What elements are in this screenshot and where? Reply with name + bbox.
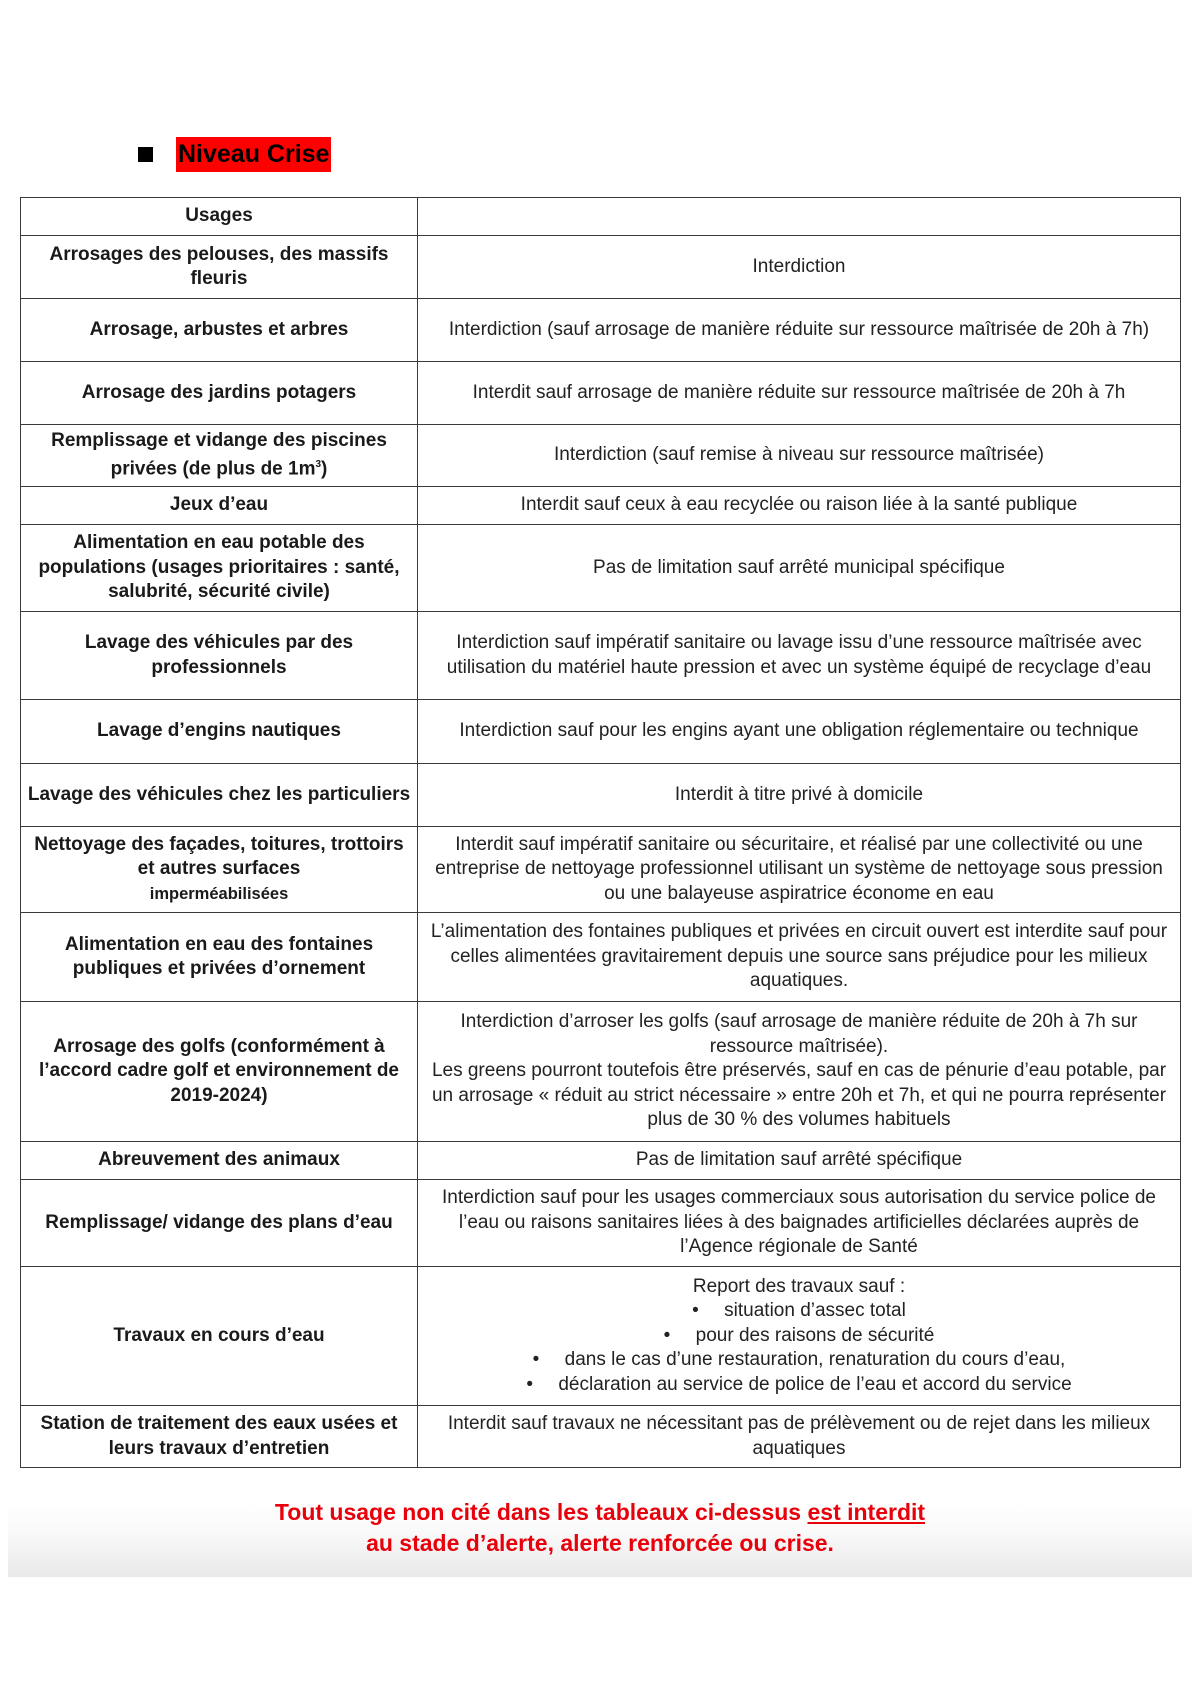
rule-cell: L’alimentation des fontaines publiques et privées en circuit ouvert est interdite sauf pour celles alimentées gravitairement depuis une source sans préjudice pour les milieux aquatiques.: [418, 913, 1181, 1002]
usage-suffix: ): [321, 458, 328, 480]
table-row: [21, 612, 1181, 700]
rule-cell: Interdiction (sauf remise à niveau sur ressource maîtrisée): [418, 425, 1181, 487]
usage-text-small: imperméabilisées: [149, 884, 289, 903]
usage-cell: Arrosages des pelouses, des massifs fleuris: [21, 236, 418, 299]
rule-cell: Interdit à titre privé à domicile: [418, 764, 1181, 827]
table-row: [21, 1002, 1181, 1142]
rule-cell: [418, 1267, 1181, 1406]
rule-cell: Interdiction (sauf arrosage de manière réduite sur ressource maîtrisée de 20h à 7h): [418, 299, 1181, 362]
usage-text: Nettoyage des façades, toitures, trottoirs et autres surfaces: [34, 833, 404, 880]
rule-cell: Interdit sauf ceux à eau recyclée ou raison liée à la santé publique: [418, 487, 1181, 525]
exceptions-list: [424, 1299, 1174, 1397]
usage-cell: Alimentation en eau des fontaines publiques et privées d’ornement: [21, 913, 418, 1002]
list-item: • déclaration au service de police de l’eau et accord du service: [424, 1373, 1174, 1398]
usage-cell: Jeux d’eau: [21, 487, 418, 525]
water-usage-restrictions-table: [20, 197, 1181, 1468]
usage-cell: Abreuvement des animaux: [21, 1142, 418, 1180]
table-row: [21, 362, 1181, 425]
section-title: Niveau Crise: [176, 137, 331, 172]
square-bullet-icon: [138, 147, 153, 162]
rule-cell: Pas de limitation sauf arrêté spécifique: [418, 1142, 1181, 1180]
table-row: [21, 236, 1181, 299]
table-row: [21, 1180, 1181, 1267]
usage-cell: Arrosage des jardins potagers: [21, 362, 418, 425]
usage-cell: Alimentation en eau potable des populations (usages prioritaires : santé, salubrité, sécurité civile): [21, 525, 418, 612]
usage-cell: Station de traitement des eaux usées et leurs travaux d’entretien: [21, 1406, 418, 1468]
rule-cell: Interdiction sauf pour les engins ayant une obligation réglementaire ou technique: [418, 700, 1181, 764]
usage-cell: Lavage des véhicules chez les particuliers: [21, 764, 418, 827]
rule-cell: Interdit sauf arrosage de manière réduite sur ressource maîtrisée de 20h à 7h: [418, 362, 1181, 425]
table-row: [21, 1142, 1181, 1180]
table-row: [21, 827, 1181, 913]
table-row: [21, 299, 1181, 362]
header-rule: [418, 198, 1181, 236]
rule-cell: Interdiction sauf pour les usages commerciaux sous autorisation du service police de l’eau ou raisons sanitaires liées à des baignades artificielles déclarées auprès de l’Agence régionale de Santé: [418, 1180, 1181, 1267]
rule-cell: Pas de limitation sauf arrêté municipal spécifique: [418, 525, 1181, 612]
usage-cell: [21, 827, 418, 913]
table-row: [21, 1267, 1181, 1406]
footer-line-2: au stade d’alerte, alerte renforcée ou crise.: [366, 1530, 834, 1556]
usage-cell: Travaux en cours d’eau: [21, 1267, 418, 1406]
table-row: [21, 913, 1181, 1002]
table-header-row: [21, 198, 1181, 236]
section-heading: [138, 134, 331, 174]
rule-cell: Interdit sauf impératif sanitaire ou sécuritaire, et réalisé par une collectivité ou une entreprise de nettoyage professionnel utilisant un système de nettoyage sous pression ou une balayeuse aspiratrice économe en eau: [418, 827, 1181, 913]
table-row: [21, 525, 1181, 612]
header-usages: Usages: [21, 198, 418, 236]
superscript-3: 3: [315, 459, 322, 471]
usage-cell: Lavage d’engins nautiques: [21, 700, 418, 764]
list-item: • situation d’assec total: [424, 1299, 1174, 1324]
footer-line-1: [0, 1497, 1200, 1528]
usage-cell: Lavage des véhicules par des professionnels: [21, 612, 418, 700]
rule-intro: Report des travaux sauf :: [692, 1275, 906, 1297]
rule-cell: Interdiction: [418, 236, 1181, 299]
usage-cell: Arrosage, arbustes et arbres: [21, 299, 418, 362]
usage-text: Remplissage et vidange des piscines privées (de plus de 1m: [51, 429, 387, 480]
rule-paragraph: Interdiction d’arroser les golfs (sauf arrosage de manière réduite de 20h à 7h sur ressource maîtrisée).: [460, 1011, 1138, 1057]
list-item: • dans le cas d’une restauration, renaturation du cours d’eau,: [424, 1348, 1174, 1373]
usage-cell: Remplissage/ vidange des plans d’eau: [21, 1180, 418, 1267]
rule-paragraph: Les greens pourront toutefois être préservés, sauf en cas de pénurie d’eau potable, par un arrosage « réduit au strict nécessaire » entre 20h et 7h, et qui ne pourra représenter plus de 30 % des volumes habituels: [431, 1060, 1167, 1131]
usage-cell: [21, 425, 418, 487]
usage-cell: Arrosage des golfs (conformément à l’accord cadre golf et environnement de 2019-2024): [21, 1002, 418, 1142]
footer-underlined-text: est interdit: [807, 1499, 926, 1525]
rule-cell: Interdit sauf travaux ne nécessitant pas de prélèvement ou de rejet dans les milieux aquatiques: [418, 1406, 1181, 1468]
table-row: [21, 425, 1181, 487]
rule-cell: [418, 1002, 1181, 1142]
table-row: [21, 700, 1181, 764]
footer-line-1-text: Tout usage non cité dans les tableaux ci-dessus: [274, 1499, 808, 1525]
footer-warning: [0, 1497, 1200, 1559]
table-row: [21, 487, 1181, 525]
list-item: • pour des raisons de sécurité: [424, 1324, 1174, 1349]
rule-cell: Interdiction sauf impératif sanitaire ou lavage issu d’une ressource maîtrisée avec utilisation du matériel haute pression et avec un système équipé de recyclage d’eau: [418, 612, 1181, 700]
table-row: [21, 764, 1181, 827]
table-row: [21, 1406, 1181, 1468]
